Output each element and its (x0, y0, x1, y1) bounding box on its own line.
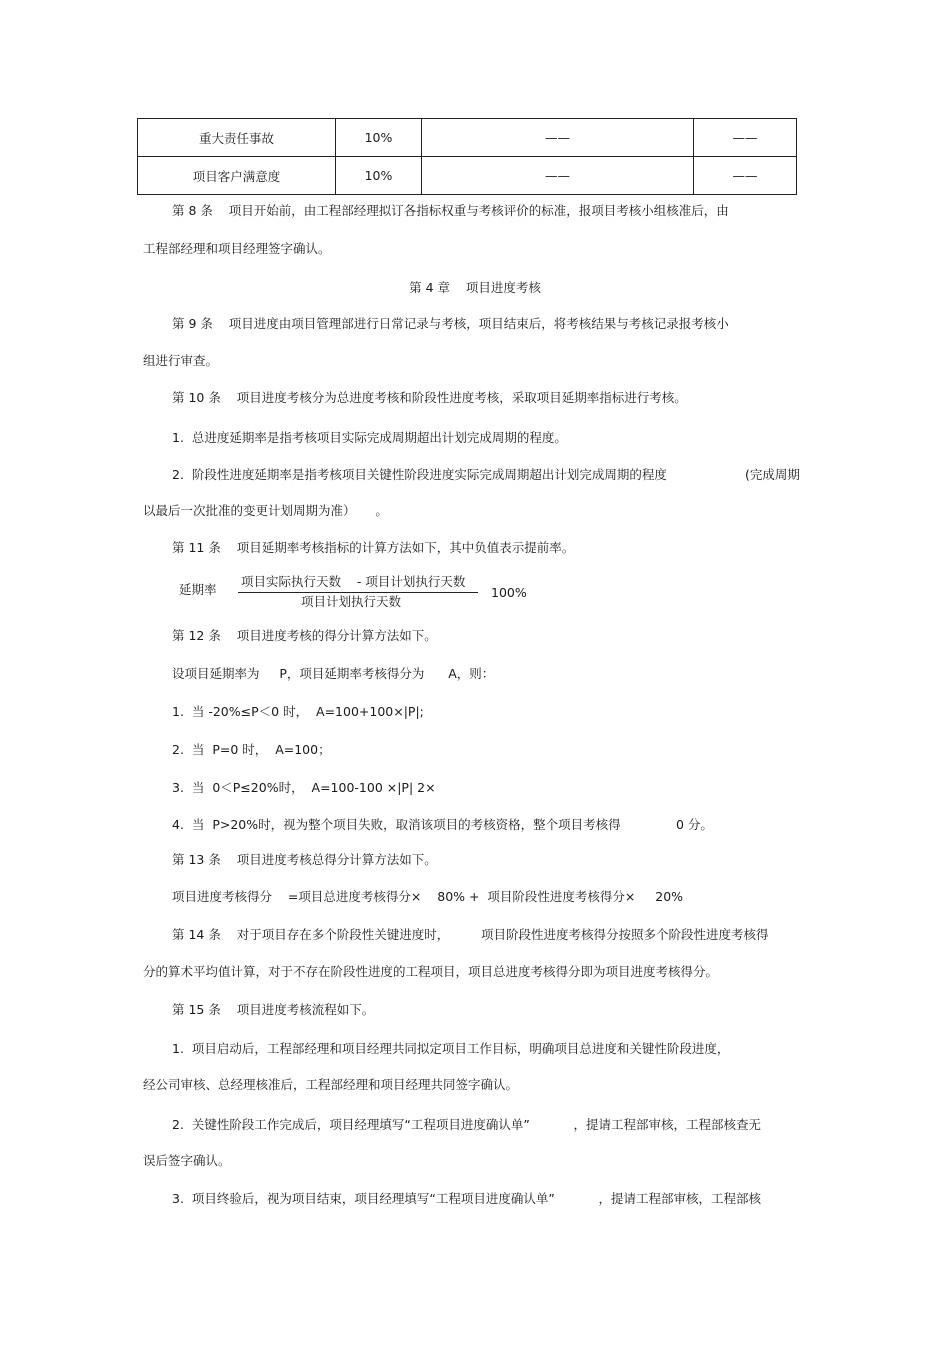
article-15-item-1: 1. 项目启动后，工程部经理和项目经理共同拟定项目工作目标，明确项目总进度和关键性阶段进度， (172, 1041, 730, 1056)
table-cell: —— (694, 157, 797, 195)
article-11: 第 11 条 项目延期率考核指标的计算方法如下，其中负值表示提前率。 (172, 540, 575, 555)
article-12-case-1: 1. 当 -20%≤P＜0 时， A=100+100×|P|; (172, 704, 424, 719)
chapter-heading: 第 4 章 项目进度考核 (409, 280, 541, 295)
formula-label: 延期率 (179, 582, 217, 597)
formula-numerator: 项目实际执行天数 - 项目计划执行天数 (241, 574, 466, 589)
table-cell: —— (422, 157, 694, 195)
article-15-item-2-cont: 误后签字确认。 (143, 1153, 231, 1168)
article-14-line-1: 第 14 条 对于项目存在多个阶段性关键进度时， 项目阶段性进度考核得分按照多个阶段性进度考核得 (172, 927, 769, 942)
table-cell: 重大责任事故 (138, 119, 336, 157)
table-row (138, 157, 797, 195)
formula-denominator: 项目计划执行天数 (301, 594, 402, 609)
fraction-bar (238, 592, 478, 593)
formula-multiplier: 100% (491, 585, 527, 600)
article-10: 第 10 条 项目进度考核分为总进度考核和阶段性进度考核，采取项目延期率指标进行考核。 (172, 390, 687, 405)
article-10-item-1: 1. 总进度延期率是指考核项目实际完成周期超出计划完成周期的程度。 (172, 430, 567, 445)
article-8-line-2: 工程部经理和项目经理签字确认。 (143, 241, 331, 256)
article-10-item-2-note: (完成周期 (745, 467, 800, 482)
article-10-item-2: 2. 阶段性进度延期率是指考核项目关键性阶段进度实际完成周期超出计划完成周期的程度 (172, 467, 667, 482)
table-cell: 10% (336, 119, 422, 157)
article-15-item-2: 2. 关键性阶段工作完成后，项目经理填写“工程项目进度确认单” ，提请工程部审核，工程部核查无 (172, 1117, 762, 1132)
article-12-case-2: 2. 当 P=0 时， A=100； (172, 742, 331, 757)
article-15-item-1-cont: 经公司审核、总经理核准后，工程部经理和项目经理共同签字确认。 (143, 1077, 519, 1092)
article-15-item-3: 3. 项目终验后，视为项目结束，项目经理填写“工程项目进度确认单” ，提请工程部审核，工程部核 (172, 1191, 762, 1206)
table-cell: —— (422, 119, 694, 157)
indicator-table (137, 118, 797, 195)
article-15: 第 15 条 项目进度考核流程如下。 (172, 1002, 375, 1017)
article-14-line-2: 分的算术平均值计算，对于不存在阶段性进度的工程项目，项目总进度考核得分即为项目进度考核得分。 (143, 964, 719, 979)
article-13: 第 13 条 项目进度考核总得分计算方法如下。 (172, 852, 437, 867)
article-12-setup: 设项目延期率为 P，项目延期率考核得分为 A，则： (172, 666, 495, 681)
table-cell: —— (694, 119, 797, 157)
article-12-case-4: 4. 当 P>20%时，视为整个项目失败，取消该项目的考核资格，整个项目考核得 (172, 817, 621, 832)
table-cell: 10% (336, 157, 422, 195)
article-12-case-3: 3. 当 0＜P≤20%时， A=100-100 ×|P| 2× (172, 780, 436, 795)
article-9-line-2: 组进行审查。 (143, 353, 219, 368)
article-13-formula: 项目进度考核得分 =项目总进度考核得分× 80% + 项目阶段性进度考核得分× 20% (172, 889, 684, 904)
table-row (138, 119, 797, 157)
table-cell: 项目客户满意度 (138, 157, 336, 195)
article-10-item-2-cont: 以最后一次批准的变更计划周期为准） 。 (143, 503, 388, 518)
article-8-line-1: 第 8 条 项目开始前，由工程部经理拟订各指标权重与考核评价的标准，报项目考核小组核准后，由 (172, 203, 729, 218)
article-12-case-4-score: 0 分。 (676, 817, 713, 832)
article-9-line-1: 第 9 条 项目进度由项目管理部进行日常记录与考核，项目结束后，将考核结果与考核记录报考核小 (172, 316, 729, 331)
article-12: 第 12 条 项目进度考核的得分计算方法如下。 (172, 628, 437, 643)
